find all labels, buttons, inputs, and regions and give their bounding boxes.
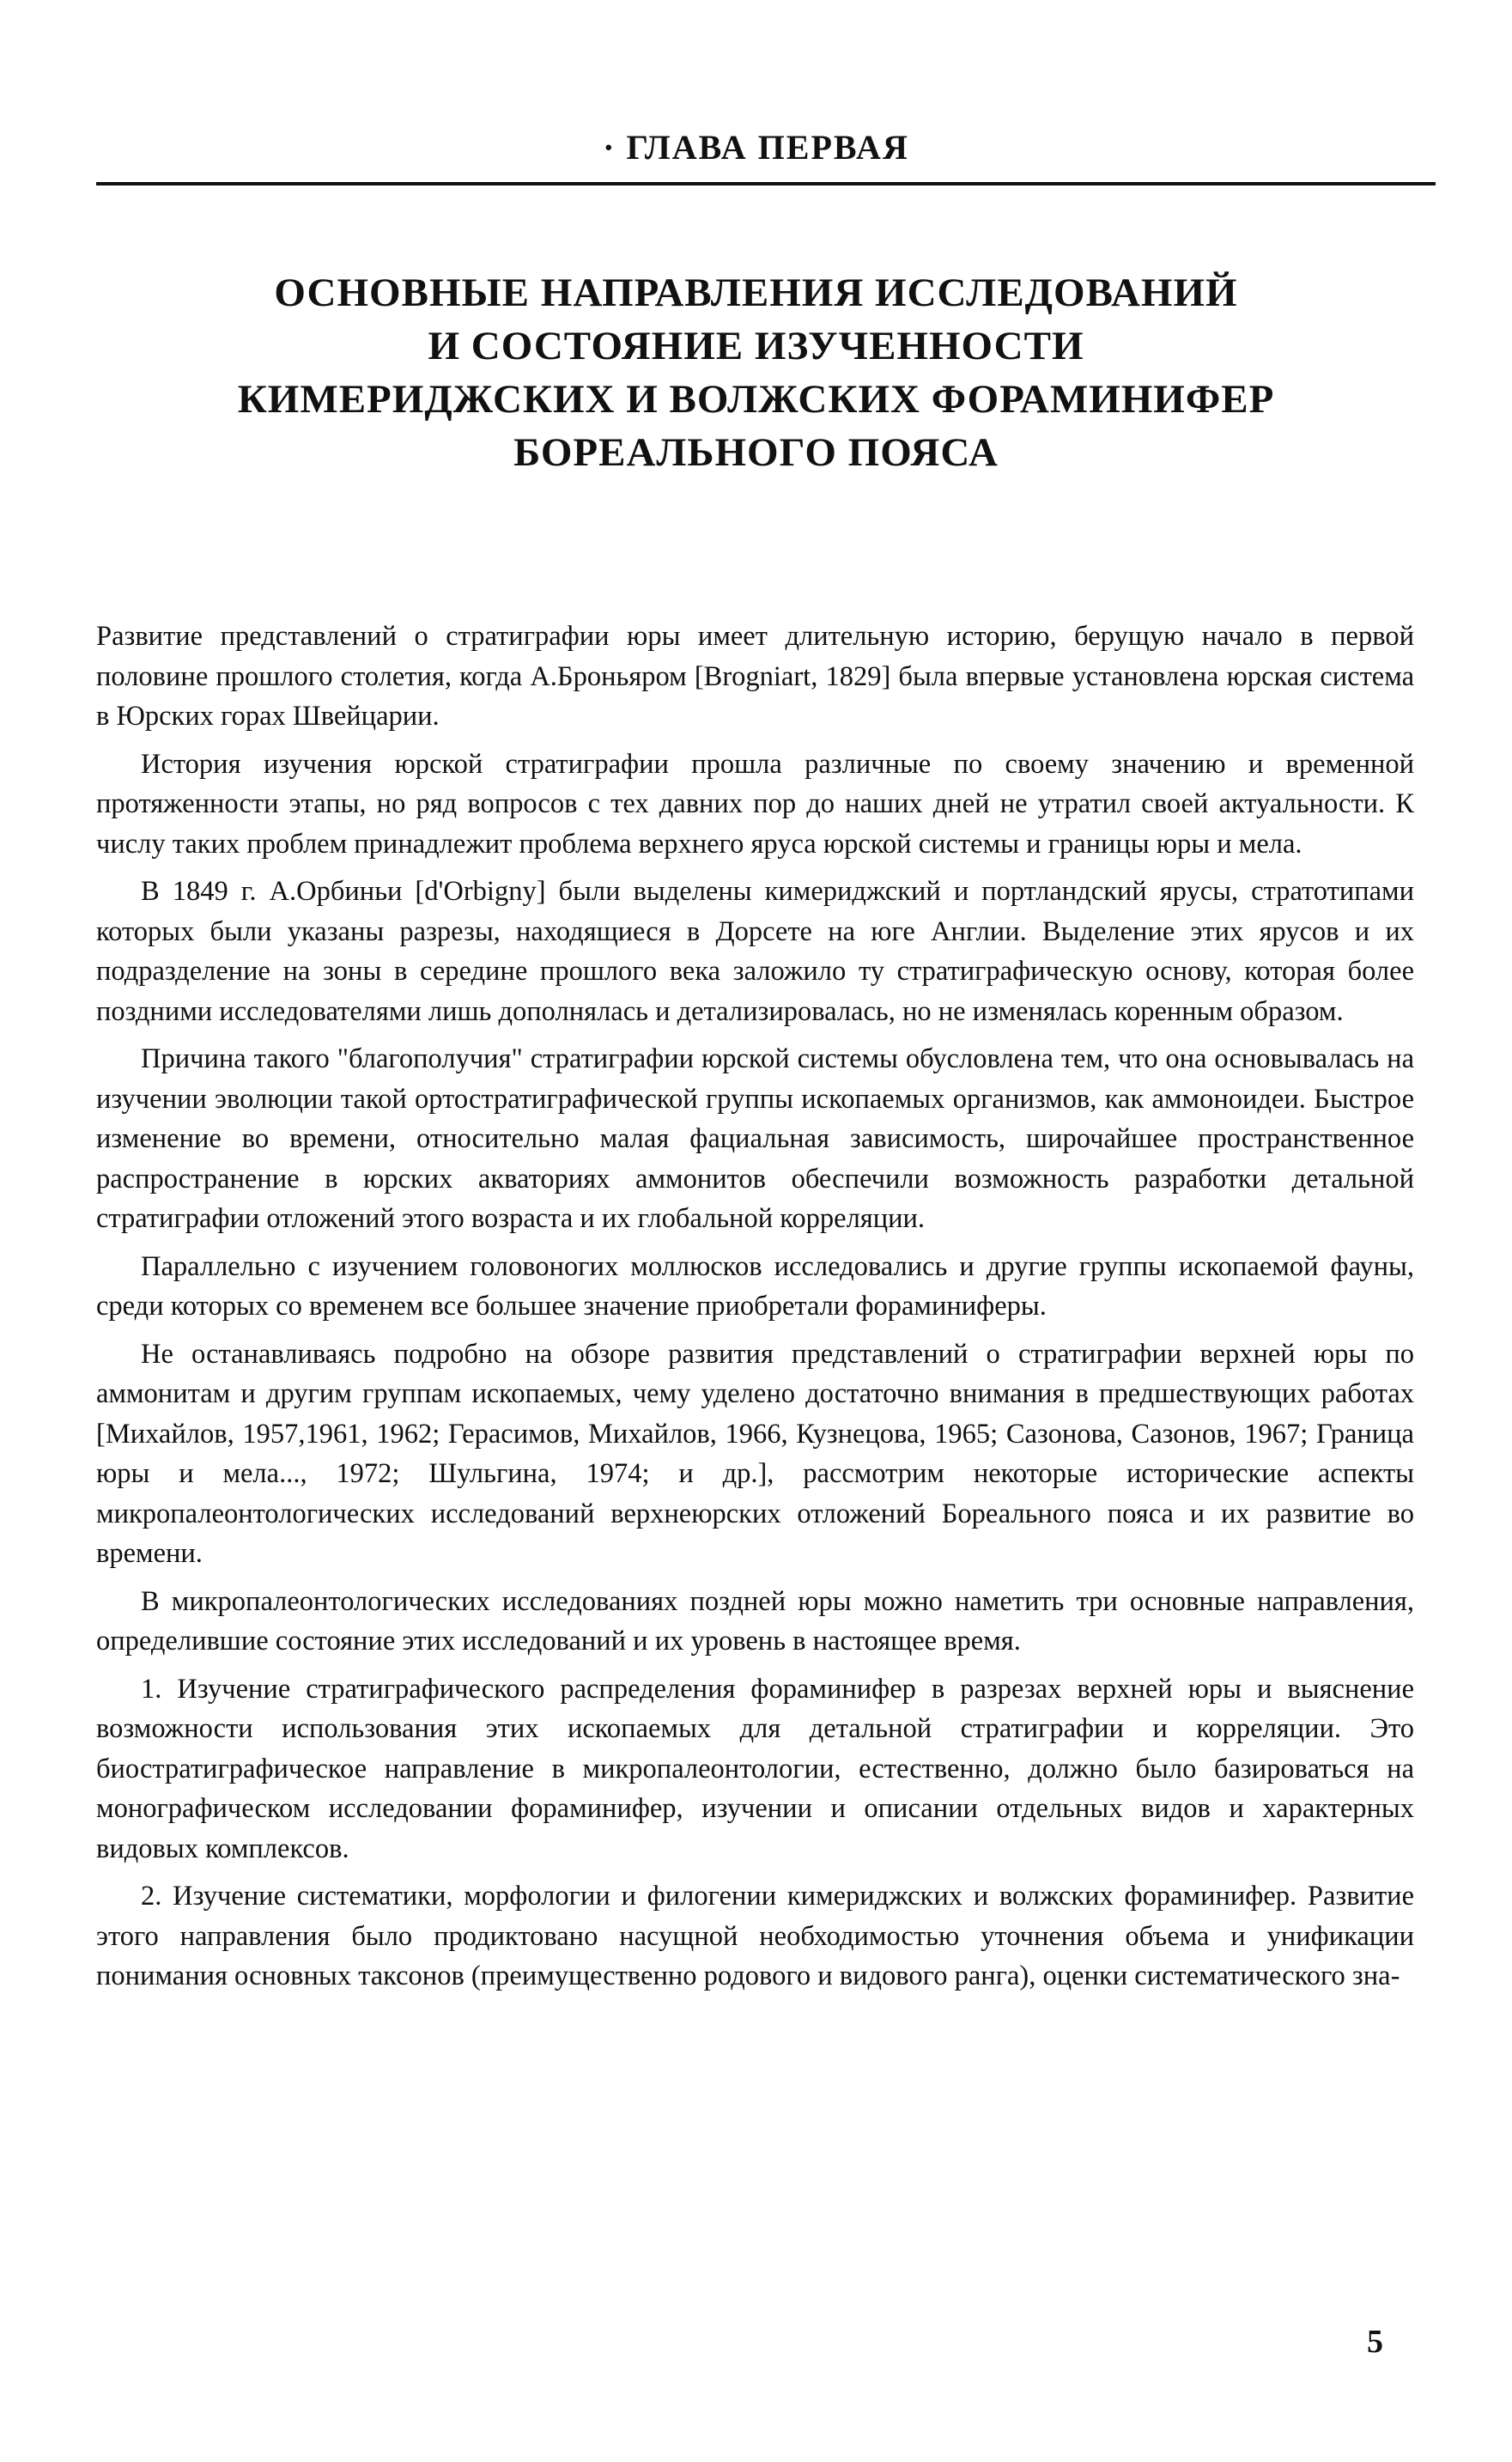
paragraph: 1. Изучение стратиграфического распределения фораминифер в разрезах верхней юры и выяснение возможности использования этих ископаемых для детальной стратиграфии и корреляции. Это биостратиграфическое направление в микропалеонтологии, естественно, должно было базироваться на монографическом исследовании фораминифер, изучении и описании отдельных видов и характерных видовых комплексов. xyxy=(96,1673,1414,1864)
paragraph: В 1849 г. А.Орбиньи [d'Orbigny] были выделены кимериджский и портландский ярусы, стратотипами которых были указаны разрезы, находящиеся в Дорсете на юге Англии. Выделение этих ярусов и их подразделение на зоны в середине прошлого века заложило ту стратиграфическую основу, которая более поздними исследователями лишь дополнялась и детализировалась, но не изменялась коренным образом. xyxy=(96,876,1414,1027)
page-number: 5 xyxy=(1367,2324,1383,2360)
paragraph: Параллельно с изучением головоногих моллюсков исследовались и другие группы ископаемой фауны, среди которых со временем все большее значение приобретали фораминиферы. xyxy=(96,1250,1414,1322)
title-line: КИМЕРИДЖСКИХ И ВОЛЖСКИХ ФОРАМИНИФЕР xyxy=(237,377,1275,422)
paragraph: В микропалеонтологических исследованиях поздней юры можно наметить три основные направления, определившие состояние этих исследований и их уровень в настоящее время. xyxy=(96,1585,1414,1657)
paragraph: Причина такого "благополучия" стратиграфии юрской системы обусловлена тем, что она основывалась на изучении эволюции такой ортостратиграфической группы ископаемых организмов, как аммоноидеи. Быстрое изменение во времени, относительно малая фациальная зависимость, широчайшее пространственное распространение в юрских акваториях аммонитов обеспечили возможность разработки детальной стратиграфии отложений этого возраста и их глобальной корреляции. xyxy=(96,1043,1414,1234)
body-text xyxy=(96,617,1414,2004)
paragraph: Не останавливаясь подробно на обзоре развития представлений о стратиграфии верхней юры по аммонитам и другим группам ископаемых, чему уделено достаточно внимания в предшествующих работах [Михайлов, 1957,1961, 1962; Герасимов, Михайлов, 1966, Кузнецова, 1965; Сазонова, Сазонов, 1967; Граница юры и мела..., 1972; Шульгина, 1974; и др.], рассмотрим некоторые исторические аспекты микропалеонтологических исследований верхнеюрских отложений Бореального пояса и их развитие во времени. xyxy=(96,1338,1414,1569)
title-line: И СОСТОЯНИЕ ИЗУЧЕННОСТИ xyxy=(428,324,1084,368)
paragraph: Развитие представлений о стратиграфии юры имеет длительную историю, берущую начало в первой половине прошлого столетия, когда А.Броньяром [Brogniart, 1829] была впервые установлена юрская система в Юрских горах Швейцарии. xyxy=(96,621,1414,732)
title-line: ОСНОВНЫЕ НАПРАВЛЕНИЯ ИССЛЕДОВАНИЙ xyxy=(274,271,1238,315)
paragraph: 2. Изучение систематики, морфологии и филогении кимериджских и волжских фораминифер. Развитие этого направления было продиктовано насущной необходимостью уточнения объема и унификации понимания основных таксонов (преимущественно родового и видового ранга), оценки систематического зна- xyxy=(96,1881,1414,1991)
chapter-title xyxy=(172,266,1340,479)
chapter-label: · ГЛАВА ПЕРВАЯ xyxy=(603,128,909,167)
paragraph: История изучения юрской стратиграфии прошла различные по своему значению и временной протяженности этапы, но ряд вопросов с тех давних пор до наших дней не утратил своей актуальности. К числу таких проблем принадлежит проблема верхнего яруса юрской системы и границы юры и мела. xyxy=(96,748,1414,860)
chapter-divider xyxy=(96,182,1436,185)
title-line: БОРЕАЛЬНОГО ПОЯСА xyxy=(513,430,999,475)
